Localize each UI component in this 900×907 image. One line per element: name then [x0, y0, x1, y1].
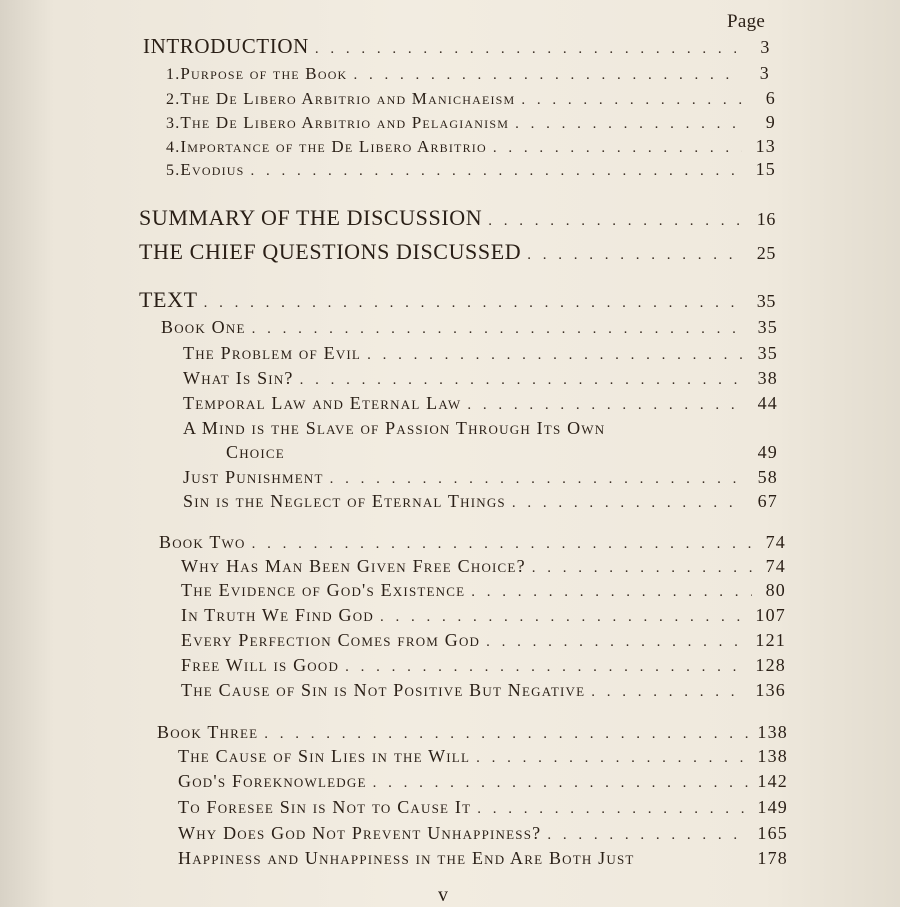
toc-entry-questions [139, 239, 776, 265]
entry-title: Importance of the De Libero Arbitrio [180, 137, 487, 156]
entry-page: 165 [757, 823, 788, 843]
entry-page: 74 [765, 556, 786, 576]
entry-page: 35 [757, 317, 778, 337]
entry-page: 44 [757, 393, 778, 413]
toc-entry-continuation [226, 442, 778, 463]
entry-page: 25 [756, 243, 776, 263]
entry-page: 178 [757, 848, 788, 868]
dot-leader [252, 321, 744, 338]
entry-title: Evodius [180, 160, 245, 179]
dot-leader [315, 41, 736, 58]
entry-title: Just Punishment [183, 467, 324, 487]
toc-entry [178, 848, 788, 869]
entry-title: SUMMARY OF THE DISCUSSION [139, 205, 483, 230]
toc-entry [181, 655, 786, 676]
entry-page: 58 [757, 467, 778, 487]
entry-page: 80 [765, 580, 786, 600]
toc-entry [183, 343, 778, 364]
toc-entry [178, 771, 788, 792]
entry-page: 6 [765, 88, 776, 108]
entry-page: 35 [757, 343, 778, 363]
entry-page: 149 [757, 797, 788, 817]
folio-page-number: v [438, 884, 448, 906]
entry-title: The De Libero Arbitrio and Manichaeism [180, 89, 516, 108]
toc-entry-book-one [161, 317, 778, 338]
entry-title: Book One [161, 317, 246, 337]
toc-entry-book-two [159, 532, 786, 553]
toc-entry [181, 605, 786, 626]
toc-entry [178, 823, 788, 844]
entry-title: What Is Sin? [183, 368, 294, 388]
entry-title: Every Perfection Comes from God [181, 630, 481, 650]
entry-title: The Problem of Evil [183, 343, 362, 363]
entry-title: The Cause of Sin is Not Positive But Negative [181, 680, 586, 700]
entry-page: 128 [755, 655, 786, 675]
entry-title: To Foresee Sin is Not to Cause It [178, 797, 472, 817]
dot-leader [300, 372, 744, 389]
entry-page: 142 [757, 771, 788, 791]
toc-entry [178, 797, 788, 818]
page-column-label: Page [727, 11, 766, 32]
dot-leader [476, 750, 749, 767]
entry-page: 49 [757, 442, 778, 462]
toc-entry [181, 580, 786, 601]
toc-entry [183, 491, 778, 512]
toc-entry [183, 467, 778, 488]
dot-leader [547, 827, 749, 844]
entry-number: 4. [166, 139, 181, 156]
toc-entry [166, 112, 776, 133]
dot-leader [252, 536, 752, 553]
dot-leader [477, 801, 749, 818]
toc-entry-summary [139, 205, 776, 231]
dot-leader [515, 116, 742, 133]
entry-title: The Evidence of God's Existence [181, 580, 466, 600]
entry-title: The De Libero Arbitrio and Pelagianism [180, 113, 510, 132]
dot-leader [204, 295, 742, 312]
toc-entry [166, 136, 776, 157]
entry-title: Book Two [159, 532, 246, 552]
entry-title: Free Will is Good [181, 655, 340, 675]
entry-title-continued: Choice [226, 442, 285, 462]
toc-entry-book-three [157, 722, 788, 743]
toc-entry [178, 746, 788, 767]
entry-page: 3 [759, 63, 770, 83]
toc-entry [181, 556, 786, 577]
dot-leader [471, 584, 752, 601]
dot-leader [330, 471, 744, 488]
toc-entry-text [139, 287, 776, 313]
entry-page: 74 [765, 532, 786, 552]
entry-page: 121 [755, 630, 786, 650]
dot-leader [353, 67, 736, 84]
toc-entry [166, 88, 776, 109]
entry-title: Purpose of the Book [180, 64, 348, 83]
toc-entry [181, 630, 786, 651]
entry-number: 5. [166, 162, 181, 179]
dot-leader [367, 347, 744, 364]
entry-page: 38 [757, 368, 778, 388]
entry-title: Book Three [157, 722, 259, 742]
dot-leader [532, 560, 752, 577]
entry-title: THE CHIEF QUESTIONS DISCUSSED [139, 239, 522, 264]
dot-leader [527, 247, 742, 264]
entry-title: Temporal Law and Eternal Law [183, 393, 462, 413]
toc-entry [166, 159, 776, 180]
entry-page: 16 [756, 209, 776, 229]
toc-entry [181, 680, 786, 701]
entry-page: 35 [756, 291, 776, 311]
entry-page: 15 [755, 159, 776, 179]
dot-leader [486, 634, 747, 651]
entry-page: 3 [760, 37, 770, 57]
entry-title: Why Does God Not Prevent Unhappiness? [178, 823, 542, 843]
toc-entry [166, 63, 770, 84]
dot-leader [488, 213, 742, 230]
entry-page: 13 [755, 136, 776, 156]
entry-page: 138 [757, 722, 788, 742]
toc-entry [183, 368, 778, 389]
entry-page: 67 [757, 491, 778, 511]
entry-page: 138 [757, 746, 788, 766]
dot-leader [512, 495, 744, 512]
dot-leader [251, 163, 742, 180]
dot-leader [521, 92, 742, 109]
entry-title: A Mind is the Slave of Passion Through Its Own [183, 418, 606, 438]
entry-title: INTRODUCTION [143, 34, 309, 58]
entry-title: God's Foreknowledge [178, 771, 367, 791]
entry-page: 9 [765, 112, 776, 132]
entry-title: TEXT [139, 287, 198, 312]
dot-leader [467, 397, 744, 414]
dot-leader [373, 775, 750, 792]
dot-leader [345, 659, 747, 676]
entry-title: The Cause of Sin Lies in the Will [178, 746, 471, 766]
dot-leader [493, 140, 742, 157]
entry-page: 107 [755, 605, 786, 625]
entry-title: Sin is the Neglect of Eternal Things [183, 491, 506, 511]
entry-number: 3. [166, 115, 181, 132]
toc-entry [183, 393, 778, 414]
dot-leader [380, 609, 747, 626]
toc-entry-introduction [143, 34, 770, 59]
entry-page: 136 [755, 680, 786, 700]
entry-title: Why Has Man Been Given Free Choice? [181, 556, 526, 576]
dot-leader [591, 684, 747, 701]
dot-leader [264, 726, 749, 743]
entry-title: Happiness and Unhappiness in the End Are Both Just [178, 848, 635, 868]
entry-number: 1. [166, 66, 181, 83]
entry-title: In Truth We Find God [181, 605, 374, 625]
entry-number: 2. [166, 91, 181, 108]
toc-entry-multiline [183, 418, 778, 439]
